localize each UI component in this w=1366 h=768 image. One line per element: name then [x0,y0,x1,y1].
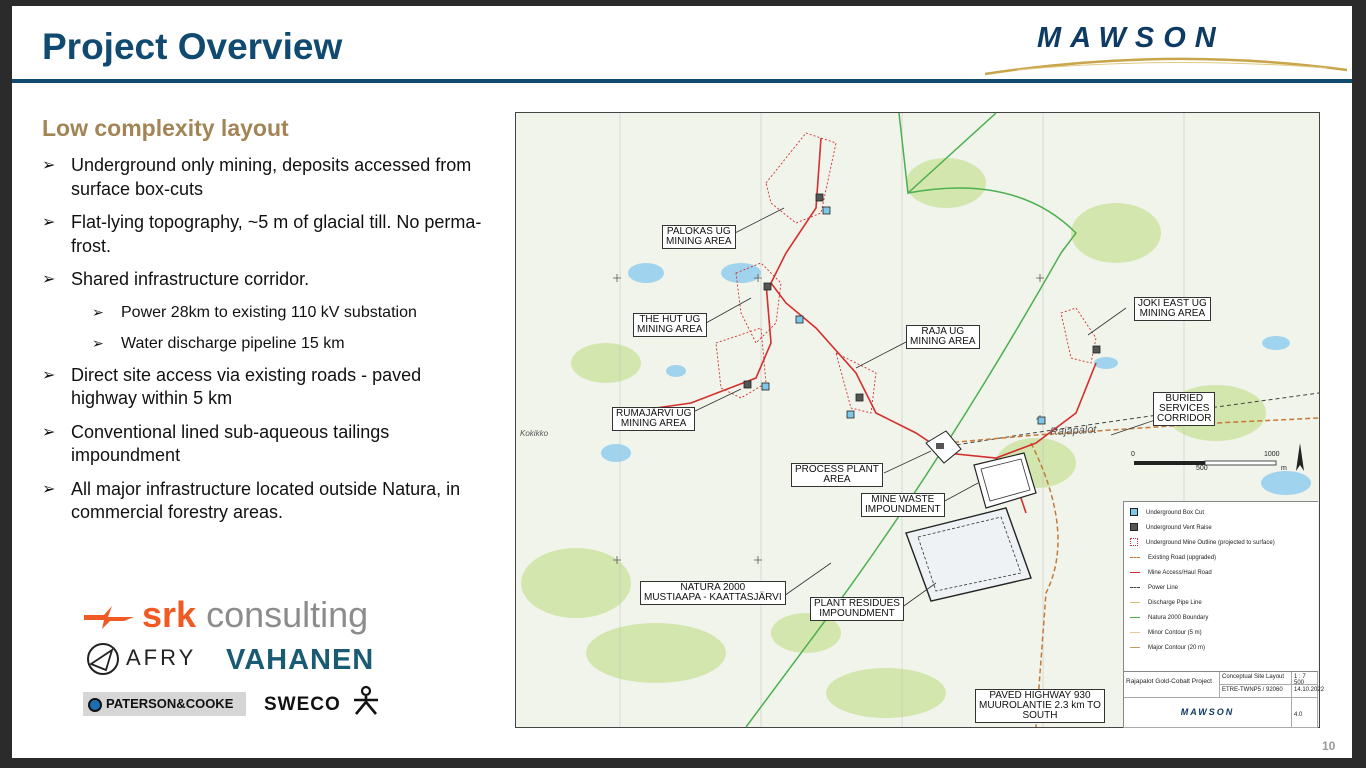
page-number: 10 [1322,739,1336,753]
legend-item: Minor Contour (5 m) [1130,628,1202,638]
label-natura-2000: NATURA 2000 MUSTIAAPA - KAATTASJÄRVI [640,581,786,605]
paterson-dot-icon [88,698,102,712]
arrow-bullet-icon: ➢ [42,423,56,441]
minor-contour-swatch-icon [1130,632,1140,633]
legend-item: Underground Vent Raise [1130,523,1212,533]
natura-swatch-icon [1130,617,1140,618]
page-title: Project Overview [42,26,343,67]
map-legend [1123,501,1318,672]
arrow-bullet-icon: ➢ [92,334,104,351]
legend-item: Natura 2000 Boundary [1130,613,1208,623]
major-contour-swatch-icon [1130,647,1140,648]
label-buried-services: BURIED SERVICES CORRIDOR [1153,392,1215,426]
afry-circle-icon [86,642,120,676]
bullet-item: ➢ Conventional lined sub-aqueous tailings impoundment [42,421,390,465]
vahanen-logo: VAHANEN [226,644,375,676]
label-process-plant: PROCESS PLANT AREA [791,463,883,487]
afry-logo: AFRY [86,642,196,676]
label-plant-residues: PLANT RESIDUES IMPOUNDMENT [810,597,904,621]
bullet-item: ➢ Shared infrastructure corridor. [42,268,482,292]
legend-item: Mine Access/Haul Road [1130,568,1212,578]
label-the-hut: THE HUT UG MINING AREA [633,313,707,337]
section-subtitle: Low complexity layout [42,115,289,141]
box-cut-swatch-icon [1130,508,1138,516]
label-mine-waste: MINE WASTE IMPOUNDMENT [861,493,945,517]
bullet-item: ➢ Flat-lying topography, ~5 m of glacial till. No perma-frost. [42,212,482,256]
place-label-rajapalot: Rajapalot [1049,423,1097,439]
legend-item: Power Line [1130,583,1178,593]
sweco-logo: SWECO [264,694,381,716]
arrow-bullet-icon: ➢ [42,480,56,498]
bullet-item: ➢ All major infrastructure located outside Natura, in commercial forestry areas. [42,478,461,522]
arrow-bullet-icon: ➢ [42,157,56,174]
title-block-project: Rajapalot Gold-Cobalt Project [1124,672,1220,698]
bullet-item: ➢ Underground only mining, deposits accessed from surface box-cuts [42,155,472,199]
existing-road-swatch-icon [1130,557,1140,558]
paterson-cooke-logo: PATERSON&COOKE [83,692,246,716]
arrow-bullet-icon: ➢ [42,271,56,288]
outline-swatch-icon [1130,538,1138,546]
legend-item: Major Contour (20 m) [1130,643,1205,653]
label-raja: RAJA UG MINING AREA [906,325,980,349]
label-paved-highway: PAVED HIGHWAY 930 MUUROLANTIE 2.3 km TO SOUTH [975,689,1105,723]
site-layout-map [515,112,1325,728]
legend-item: Existing Road (upgraded) [1130,553,1216,563]
sub-bullet-item: ➢ Power 28km to existing 110 kV substation [92,303,417,321]
scale-max: 1000 [1264,451,1280,458]
arrow-bullet-icon: ➢ [42,366,56,384]
power-line-swatch-icon [1130,587,1140,588]
bullet-list [42,154,482,535]
sub-bullet-item: ➢ Water discharge pipeline 15 km [92,334,345,352]
srk-consulting-logo: srk consulting [82,594,368,636]
pipeline-swatch-icon [1130,602,1140,603]
arrow-bullet-icon: ➢ [92,303,104,320]
map-title-block [1123,671,1325,728]
title-divider [12,79,1352,83]
legend-item: Underground Mine Outline (projected to surface) [1130,538,1275,548]
legend-item: Discharge Pipe Line [1130,598,1202,608]
vent-raise-swatch-icon [1130,523,1138,531]
title-block-date: 14.10.2022 [1292,685,1318,698]
scale-zero: 0 [1131,451,1135,458]
label-joki-east: JOKI EAST UG MINING AREA [1134,297,1211,321]
slide [12,6,1352,758]
scale-mid: 500 [1196,465,1208,472]
srk-wing-icon [82,603,138,631]
legend-item: Underground Box Cut [1130,508,1204,518]
title-block-drawing: Conceptual Site Layout [1220,672,1292,685]
place-label-kokkiko: Kokikko [520,429,549,438]
title-block-rev: 4.0 [1292,698,1318,728]
arrow-bullet-icon: ➢ [42,214,56,231]
label-palokas: PALOKAS UG MINING AREA [662,225,736,249]
label-rumajarvi: RUMAJÄRVI UG MINING AREA [612,407,695,431]
title-block-ref: ETRE-TWNP5 / 92060 [1220,685,1292,698]
title-block-logo: MAWSON [1124,698,1292,728]
bullet-item: ➢ Direct site access via existing roads - paved highway within 5 km [42,364,422,408]
haul-road-swatch-icon [1130,572,1140,573]
title-block-scale: 1 : 7 500 [1292,672,1318,685]
mawson-logo-text: MAWSON [1037,22,1225,54]
sweco-star-icon [351,686,381,716]
scale-unit: m [1281,465,1287,472]
